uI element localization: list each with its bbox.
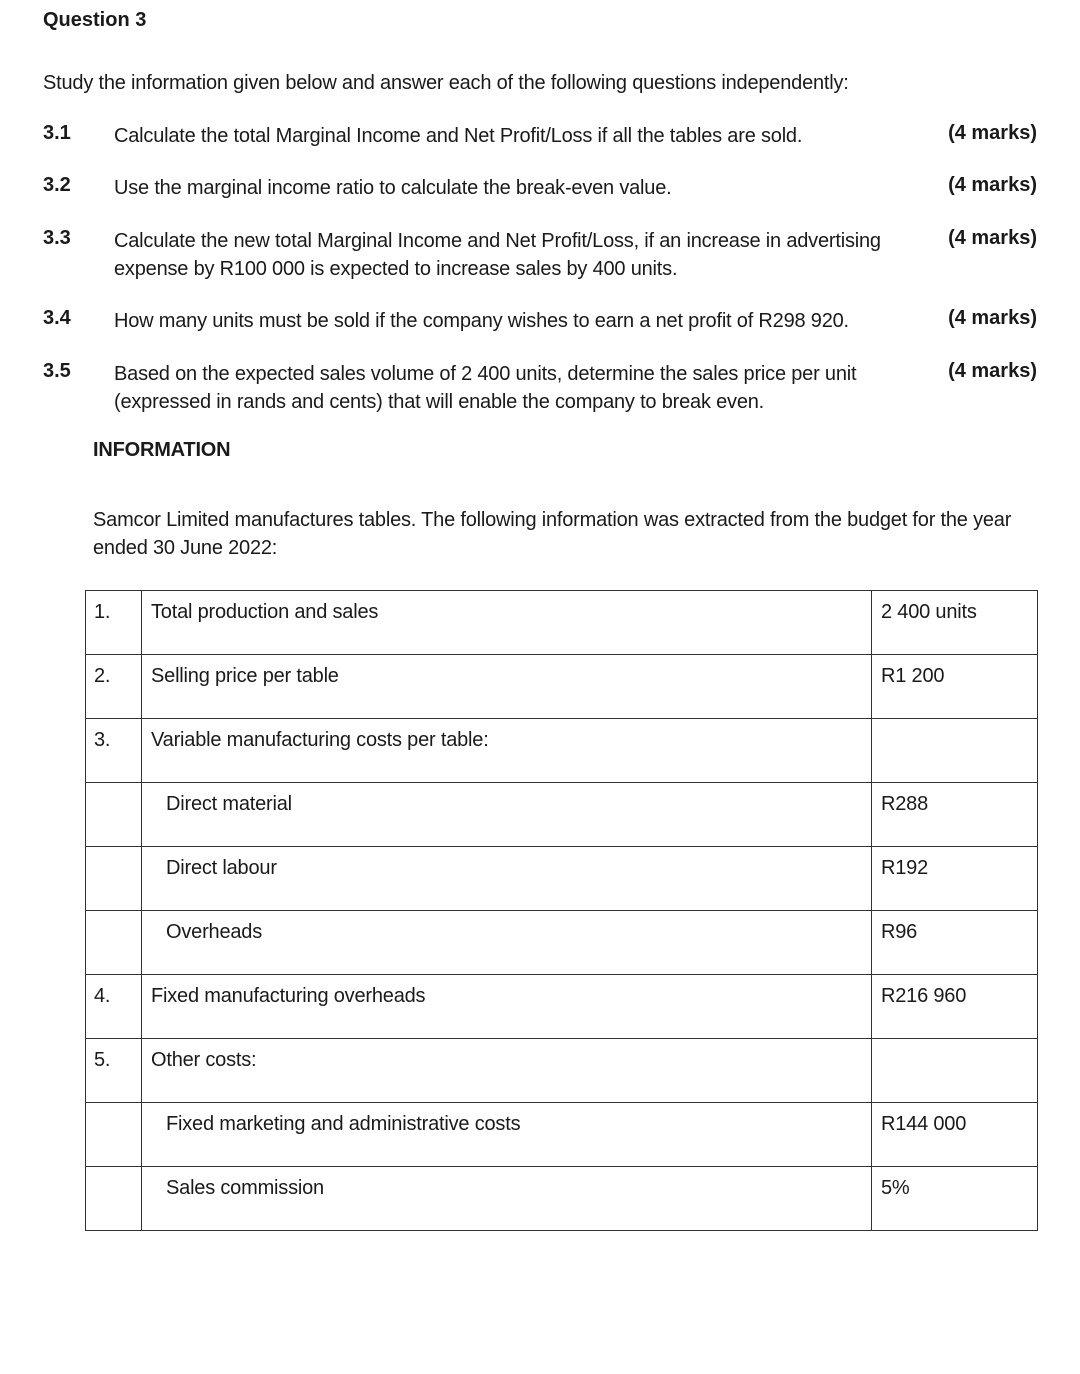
question-number: 3.1: [43, 122, 71, 144]
question-text: Use the marginal income ratio to calculate the break-even value.: [114, 177, 672, 199]
table-row: [86, 591, 1038, 655]
row-value: R288: [872, 783, 1038, 847]
row-label: Direct labour: [142, 847, 872, 911]
row-label: Fixed manufacturing overheads: [142, 975, 872, 1039]
row-label: Overheads: [142, 911, 872, 975]
row-number: 3.: [86, 719, 142, 783]
question-marks: (4 marks): [948, 227, 1037, 249]
row-value: R96: [872, 911, 1038, 975]
information-heading: INFORMATION: [93, 439, 231, 461]
row-number: [86, 1167, 142, 1231]
row-number: [86, 911, 142, 975]
row-number: 1.: [86, 591, 142, 655]
table-row: [86, 975, 1038, 1039]
row-label: Sales commission: [142, 1167, 872, 1231]
question-title: Question 3: [43, 9, 147, 31]
question-marks: (4 marks): [948, 122, 1037, 144]
row-number: [86, 783, 142, 847]
question-number: 3.4: [43, 307, 71, 329]
row-value: [872, 1039, 1038, 1103]
row-label: Selling price per table: [142, 655, 872, 719]
row-number: [86, 847, 142, 911]
table-row: [86, 1167, 1038, 1231]
question-number: 3.3: [43, 227, 71, 249]
question-number: 3.5: [43, 360, 71, 382]
row-value: R216 960: [872, 975, 1038, 1039]
table-row: [86, 783, 1038, 847]
row-number: [86, 1103, 142, 1167]
row-label: Variable manufacturing costs per table:: [142, 719, 872, 783]
row-number: 2.: [86, 655, 142, 719]
question-marks: (4 marks): [948, 174, 1037, 196]
table-row: [86, 1103, 1038, 1167]
row-value: [872, 719, 1038, 783]
row-value: R1 200: [872, 655, 1038, 719]
row-number: 5.: [86, 1039, 142, 1103]
row-value: 2 400 units: [872, 591, 1038, 655]
question-text: Calculate the total Marginal Income and Net Profit/Loss if all the tables are sold.: [114, 125, 803, 147]
row-label: Fixed marketing and administrative costs: [142, 1103, 872, 1167]
question-number: 3.2: [43, 174, 71, 196]
row-label: Other costs:: [142, 1039, 872, 1103]
table-row: [86, 719, 1038, 783]
row-label: Direct material: [142, 783, 872, 847]
instructions: Study the information given below and answer each of the following questions independently:: [43, 72, 849, 94]
row-number: 4.: [86, 975, 142, 1039]
table-row: [86, 655, 1038, 719]
row-value: R192: [872, 847, 1038, 911]
table-row: [86, 911, 1038, 975]
row-value: 5%: [872, 1167, 1038, 1231]
row-label: Total production and sales: [142, 591, 872, 655]
question-marks: (4 marks): [948, 360, 1037, 382]
budget-table: [85, 590, 1038, 1231]
question-text: How many units must be sold if the company wishes to earn a net profit of R298 920.: [114, 310, 849, 332]
row-value: R144 000: [872, 1103, 1038, 1167]
table-row: [86, 1039, 1038, 1103]
question-text: Based on the expected sales volume of 2 400 units, determine the sales price per unit (expressed in rands and cents) that will enable the company to break even.: [114, 363, 857, 413]
table-row: [86, 847, 1038, 911]
information-description: Samcor Limited manufactures tables. The following information was extracted from the budget for the year ended 30 June 2022:: [93, 509, 1012, 559]
question-text: Calculate the new total Marginal Income and Net Profit/Loss, if an increase in advertising expense by R100 000 is expected to increase sales by 400 units.: [114, 230, 881, 280]
question-marks: (4 marks): [948, 307, 1037, 329]
